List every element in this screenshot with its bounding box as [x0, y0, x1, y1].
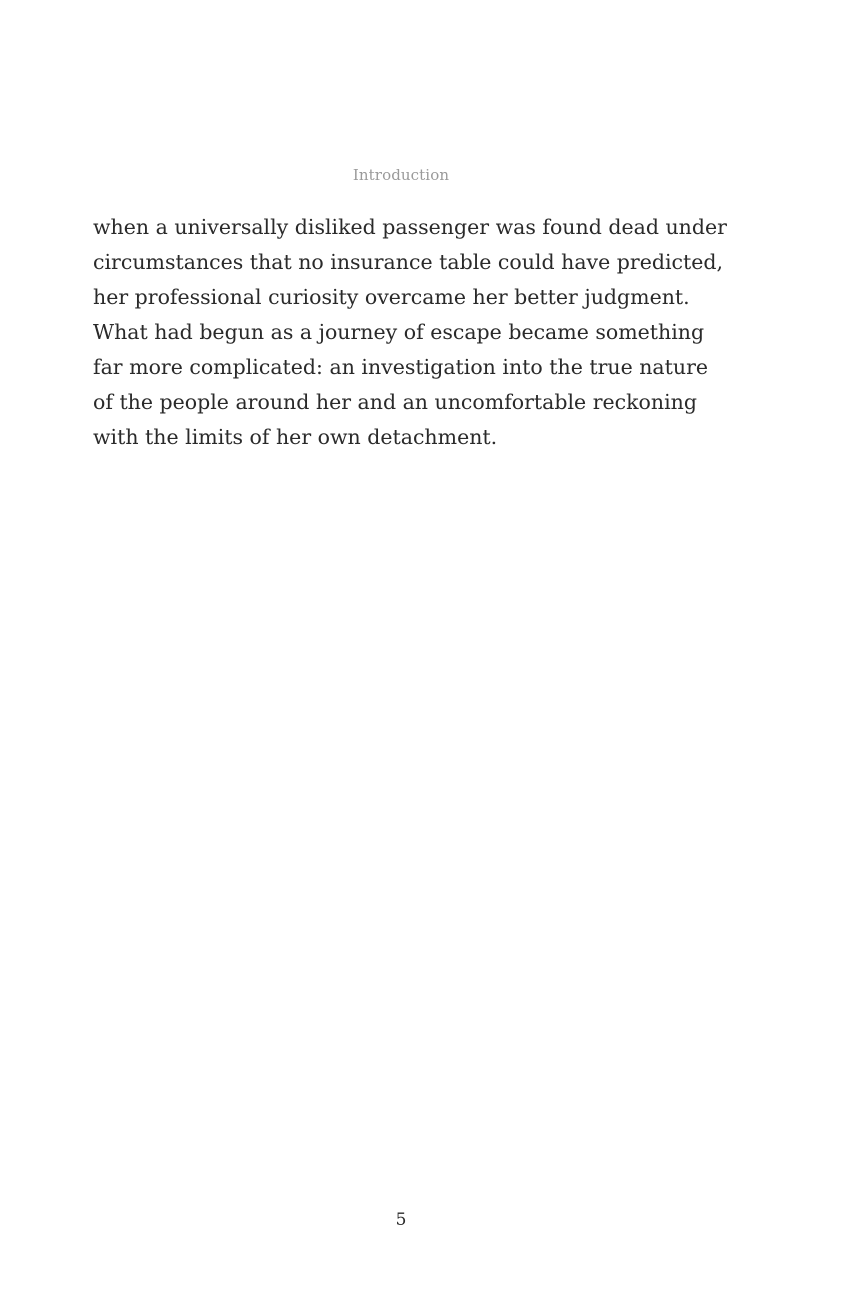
body-line: What had begun as a journey of escape became something: [93, 320, 705, 344]
body-line: her professional curiosity overcame her better judgment.: [93, 285, 690, 309]
page-number: 5: [395, 1210, 407, 1230]
body-line: with the limits of her own detachment.: [93, 425, 498, 449]
body-line: far more complicated: an investigation into the true nature: [93, 355, 709, 379]
body-line: circumstances that no insurance table could have predicted,: [93, 250, 723, 274]
body-line: of the people around her and an uncomfortable reckoning: [93, 390, 697, 414]
body-line: when a universally disliked passenger was found dead under: [93, 215, 727, 239]
body-paragraph: [93, 210, 727, 455]
running-header: Introduction: [352, 166, 450, 184]
